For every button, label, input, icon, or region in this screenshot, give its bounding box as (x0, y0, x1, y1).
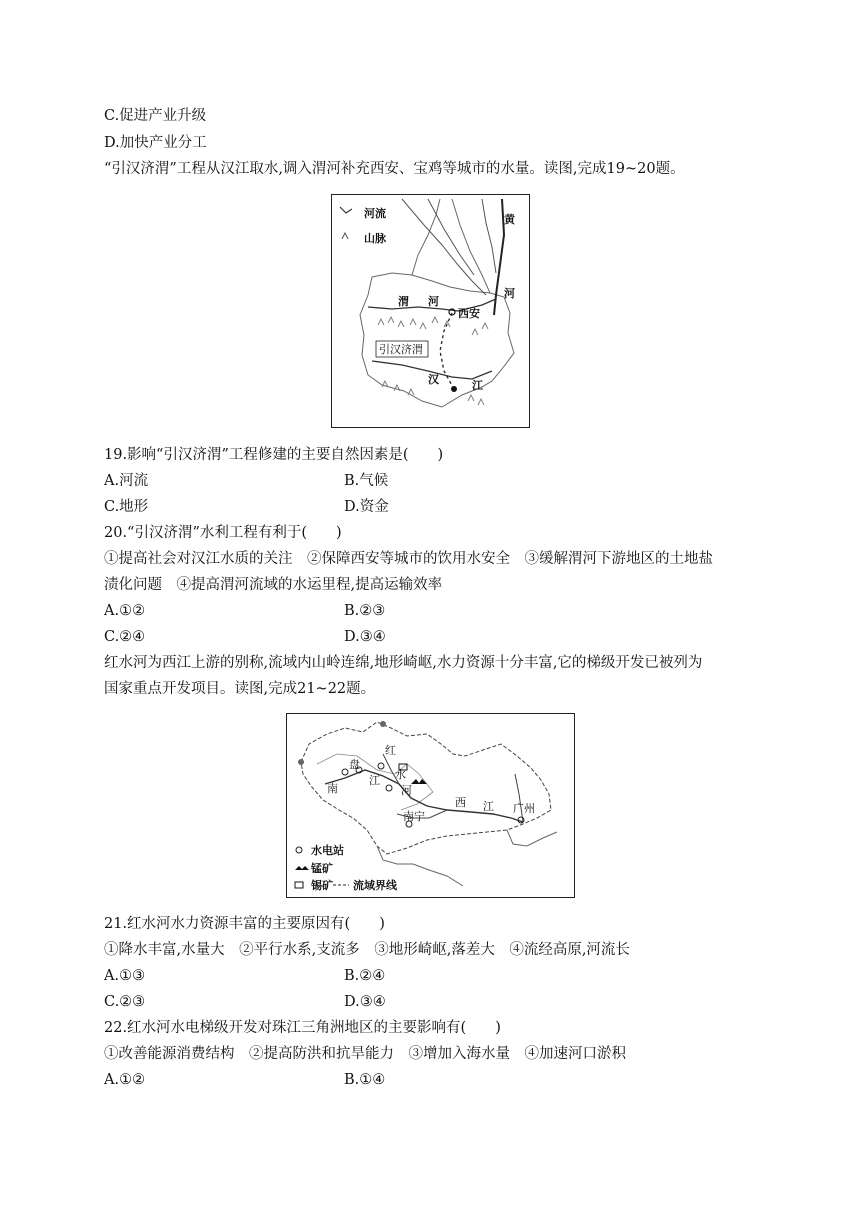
question-22-stem: 22.红水河水电梯级开发对珠江三角洲地区的主要影响有( ) (104, 1020, 501, 1036)
option-b: B.②④ (344, 968, 386, 984)
question-22-options-1 (104, 1070, 386, 1090)
label-project: 引汉济渭 (379, 343, 423, 356)
intro-paragraph-2-line-1: 红水河为西江上游的别称,流域内山岭连绵,地形崎岖,水力资源十分丰富,它的梯级开发已被列为 (104, 655, 703, 671)
label-xian: 西安 (458, 307, 480, 320)
label-he: 河 (401, 784, 412, 797)
legend-station-label: 水电站 (311, 844, 344, 857)
question-21-options-2 (104, 992, 386, 1012)
option-c: C.地形 (104, 499, 149, 515)
label-xi: 西 (455, 796, 466, 809)
question-19-stem: 19.影响“引汉济渭”工程修建的主要自然因素是( ) (104, 447, 444, 463)
map-hongshui-river (286, 713, 575, 898)
label-nan: 南 (327, 782, 338, 795)
legend-mountain-label: 山脉 (364, 232, 386, 245)
label-guangzhou: 广州 (513, 802, 535, 815)
label-jiang-2: 江 (483, 800, 494, 813)
question-20-options-1 (104, 601, 386, 621)
legend-river-label: 河流 (364, 207, 386, 220)
option-d: D.③④ (344, 629, 386, 645)
label-he-yellow: 河 (504, 287, 515, 300)
question-20-statement-1: ①提高社会对汉江水质的关注 ②保障西安等城市的饮用水安全 ③缓解渭河下游地区的土地盐 (104, 551, 713, 567)
legend-boundary-label: 流域界线 (353, 879, 397, 892)
option-c: C.②④ (104, 629, 146, 645)
label-wei: 渭 (398, 295, 409, 308)
label-pan: 盘 (349, 758, 360, 771)
intro-paragraph-1: “引汉济渭”工程从汉江取水,调入渭河补充西安、宝鸡等城市的水量。读图,完成19~20题。 (104, 161, 685, 177)
option-b: B.气候 (344, 473, 389, 489)
question-19-options-2 (104, 497, 389, 517)
option-a: A.①② (104, 603, 146, 619)
label-he-wei: 河 (428, 295, 439, 308)
option-d: D.③④ (344, 994, 386, 1010)
question-20-options-2 (104, 627, 386, 647)
label-jiang: 江 (472, 379, 483, 392)
question-20-stem: 20.“引汉济渭”水利工程有利于( ) (104, 525, 342, 541)
label-nanning: 南宁 (403, 810, 425, 823)
question-21-options-1 (104, 966, 386, 986)
question-21-statements: ①降水丰富,水量大 ②平行水系,支流多 ③地形崎岖,落差大 ④流经高原,河流长 (104, 942, 630, 958)
label-hong: 红 (385, 744, 396, 757)
question-22-statements: ①改善能源消费结构 ②提高防洪和抗旱能力 ③增加入海水量 ④加速河口淤积 (104, 1046, 626, 1062)
option-b: B.②③ (344, 603, 386, 619)
option-a: A.①③ (104, 968, 146, 984)
legend-tin-label: 锡矿 (311, 879, 333, 892)
question-20-statement-2: 渍化问题 ④提高渭河流域的水运里程,提高运输效率 (104, 577, 443, 593)
option-a: A.①② (104, 1072, 146, 1088)
question-21-stem: 21.红水河水力资源丰富的主要原因有( ) (104, 916, 385, 932)
option-d-top: D.加快产业分工 (104, 135, 207, 151)
label-huang: 黄 (504, 213, 515, 226)
map-yinhan-jiwei (331, 194, 530, 428)
option-d: D.资金 (344, 499, 389, 515)
option-a: A.河流 (104, 473, 149, 489)
label-han: 汉 (428, 373, 439, 386)
intro-paragraph-2-line-2: 国家重点开发项目。读图,完成21~22题。 (104, 681, 376, 697)
label-jiang-1: 江 (369, 774, 380, 787)
question-19-options-1 (104, 471, 389, 491)
option-c-top: C.促进产业升级 (104, 108, 207, 124)
legend-manganese-label: 锰矿 (311, 862, 333, 875)
option-b: B.①④ (344, 1072, 386, 1088)
label-shui: 水 (395, 768, 406, 781)
option-c: C.②③ (104, 994, 146, 1010)
